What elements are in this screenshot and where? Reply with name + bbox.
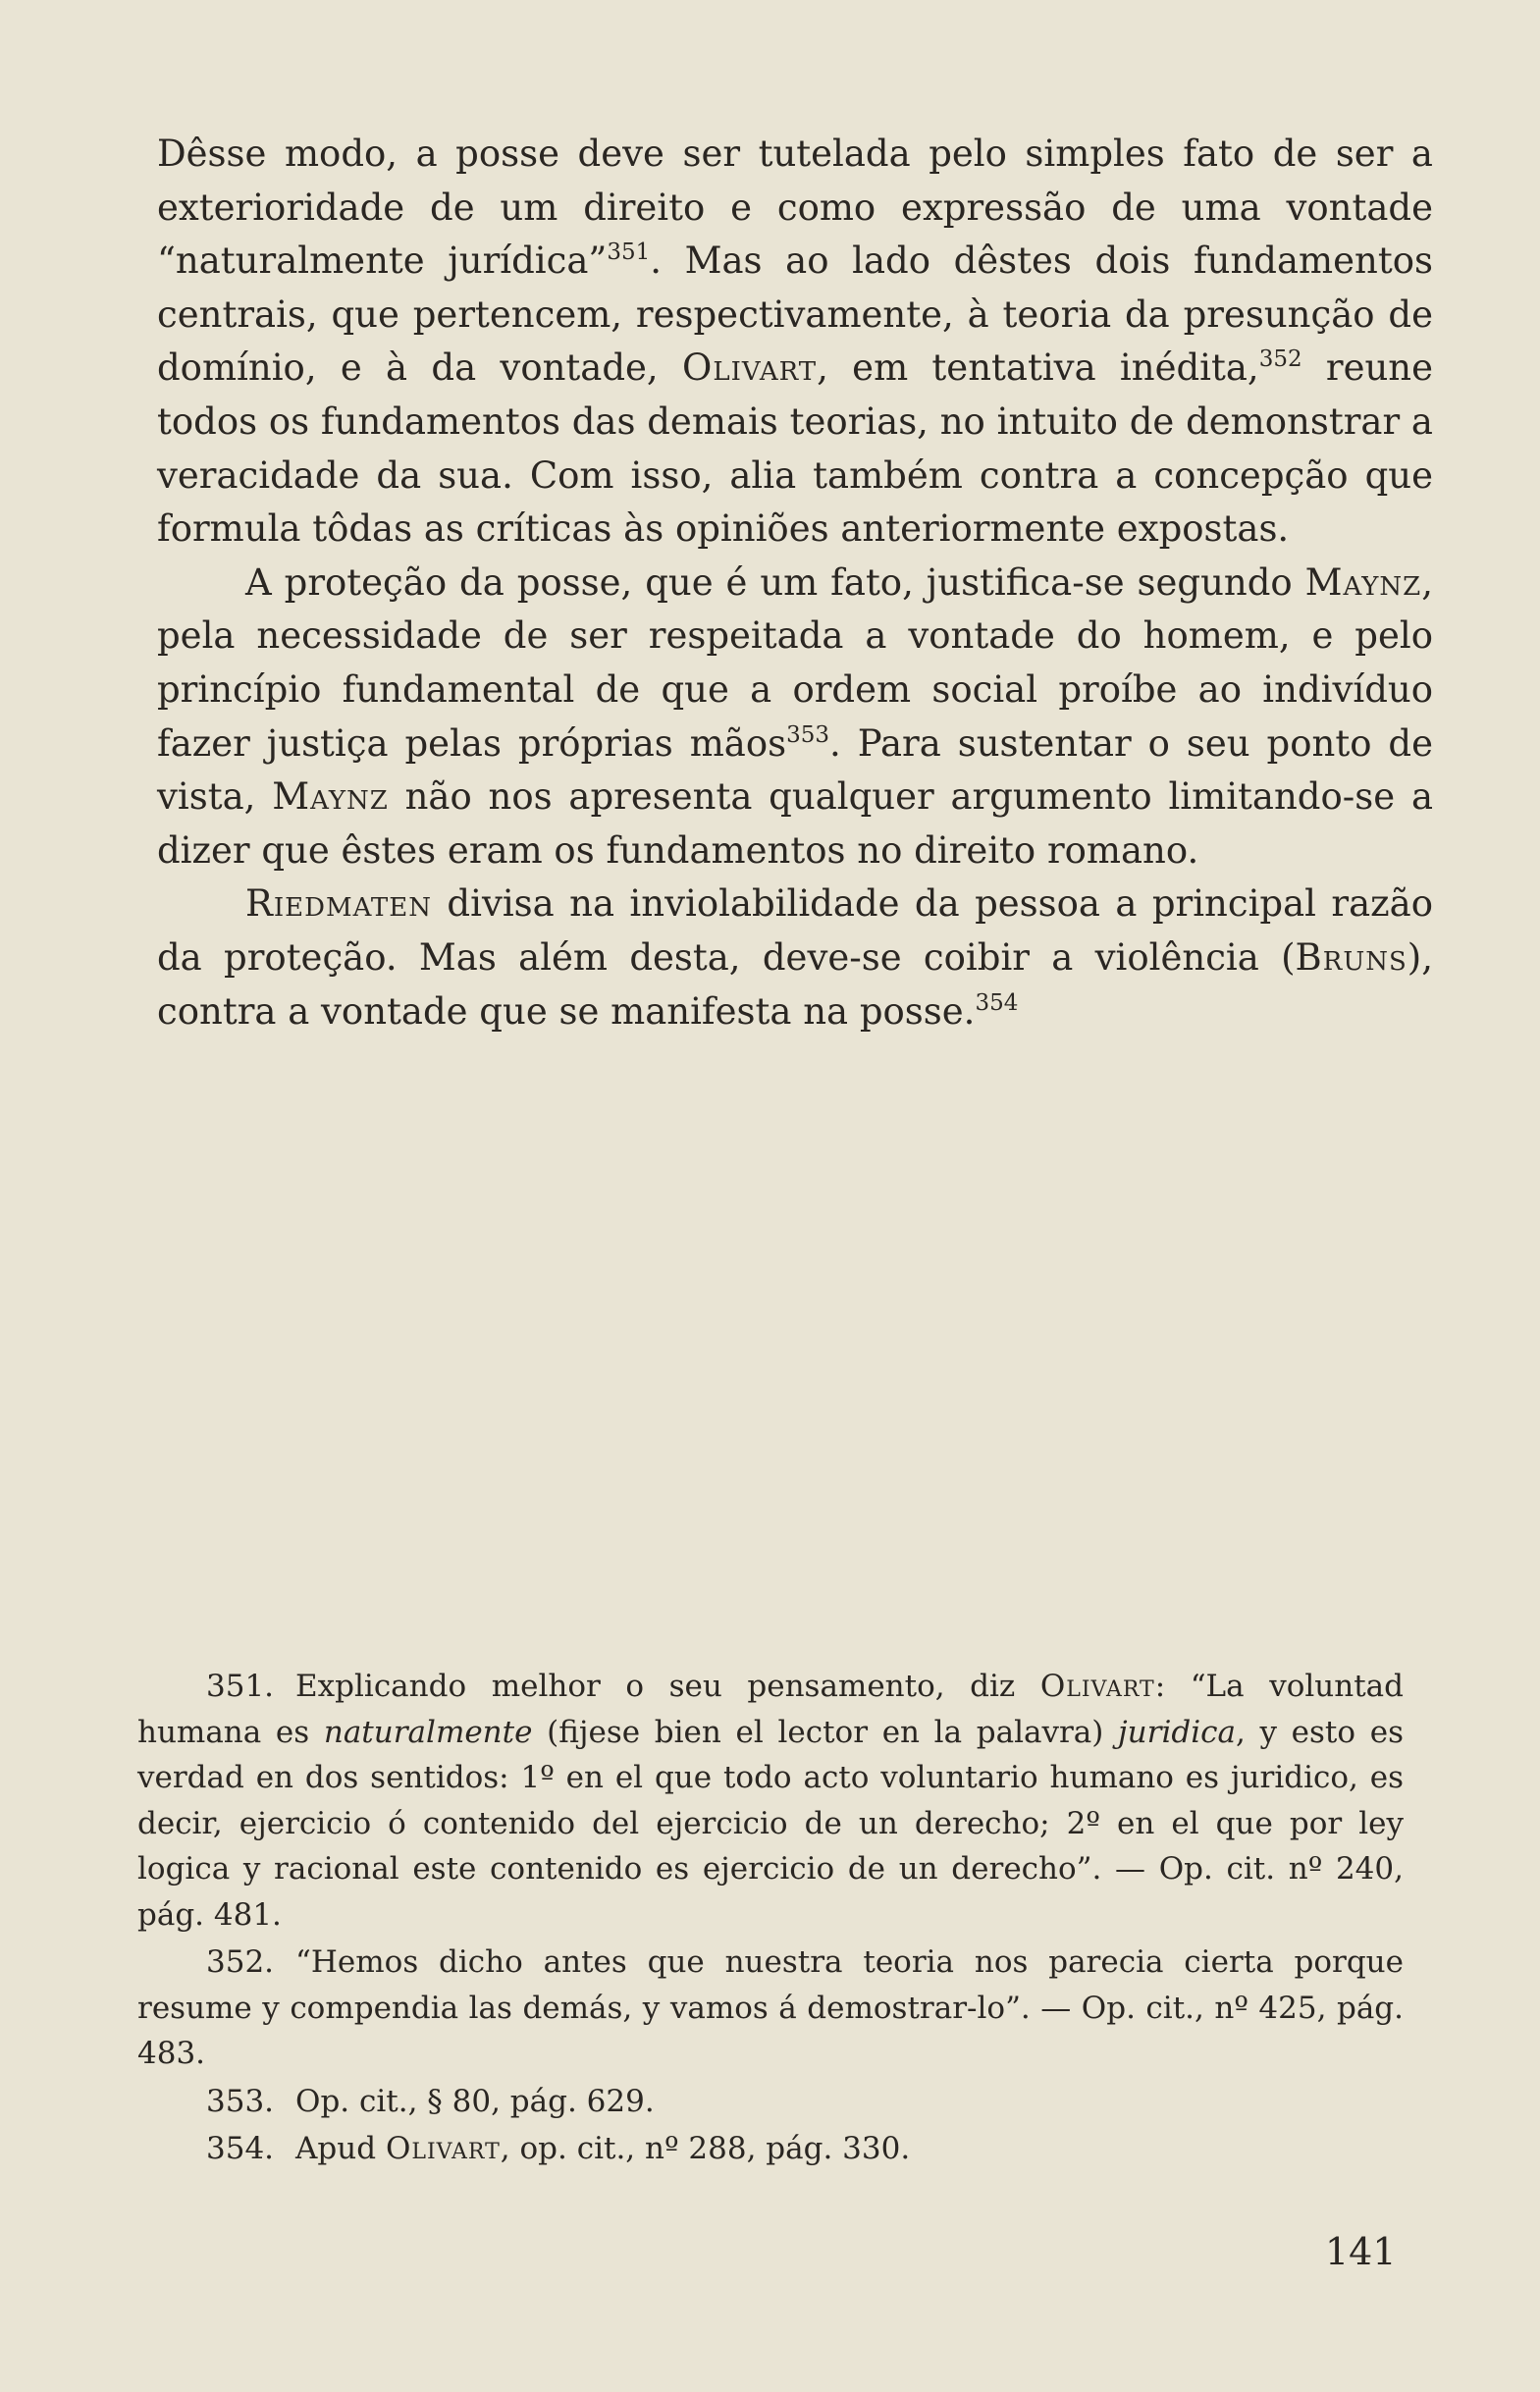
footnote-ref-351: 351	[607, 239, 651, 266]
paragraph-2-text-b: , pela necessidade de ser respeitada a vontade do homem, e pelo princípio fundamental de que a ordem social proíbe ao indivíduo fazer justiça pelas próprias mãos	[157, 560, 1433, 765]
paragraph-2-text-d: não nos apresenta qualquer argumento limitando-se a dizer que êstes eram os fundamentos no direito romano.	[157, 775, 1434, 872]
footnote-354	[137, 2126, 1404, 2172]
footnote-351-text-b: : “La voluntad humana es	[137, 1669, 1404, 1750]
paragraph-1-text-d: reune todos os fundamentos das demais teorias, no intuito de demonstrar a veracidade da sua. Com isso, alia também contra a concepção que formula tôdas as críticas às opiniões anteriormente expostas.	[157, 346, 1434, 551]
paragraph-3	[157, 877, 1433, 1038]
footnote-351	[137, 1664, 1404, 1938]
footnote-number: 351.	[206, 1669, 275, 1704]
emphasis-juridica: juridica	[1118, 1714, 1236, 1750]
page-number: 141	[1325, 2230, 1397, 2273]
footnote-353	[137, 2079, 1404, 2125]
footnote-351-text-a: Explicando melhor o seu pensamento, diz	[295, 1669, 1016, 1704]
paragraph-3-text-a: divisa na inviolabilidade da pessoa a principal razão da proteção. Mas além desta, deve-se coibir a violência (	[157, 882, 1433, 979]
paragraph-2-text-a: A proteção da posse, que é um fato, justifica-se segundo	[245, 560, 1293, 604]
footnote-352	[137, 1940, 1404, 2077]
paragraph-3-text-b: ), contra a vontade que se manifesta na posse.	[157, 935, 1433, 1033]
author-name-riedmaten: Riedmaten	[245, 882, 433, 926]
paragraph-1	[157, 128, 1433, 557]
footnote-ref-354: 354	[975, 989, 1019, 1016]
footnotes	[137, 1664, 1404, 2174]
paragraph-1-text-a: Dêsse modo, a posse deve ser tutelada pelo simples fato de ser a exterioridade de um direito e como expressão de uma vontade “naturalmente jurídica”	[157, 133, 1433, 283]
footnote-number: 352.	[206, 1944, 275, 1980]
footnote-354-text-a: Apud	[295, 2131, 377, 2166]
footnote-354-text-b: , op. cit., nº 288, pág. 330.	[500, 2131, 911, 2166]
author-name-olivart: Olivart	[385, 2131, 501, 2166]
footnote-353-text: Op. cit., § 80, pág. 629.	[295, 2083, 655, 2119]
emphasis-naturalmente: naturalmente	[323, 1714, 533, 1750]
main-text	[157, 128, 1433, 1038]
author-name-maynz-2: Maynz	[272, 775, 389, 819]
footnote-number: 353.	[206, 2083, 275, 2119]
paragraph-1-text-b: . Mas ao lado dêstes dois fundamentos centrais, que pertencem, respectivamente, à teoria da presunção de domínio, e à da vontade,	[157, 239, 1433, 390]
author-name-olivart: Olivart	[682, 346, 818, 390]
author-name-maynz: Maynz	[1304, 560, 1422, 604]
footnote-351-text-d: , y esto es verdad en dos sentidos: 1º en el que todo acto voluntario humano es juridico, es decir, ejercicio ó contenido del ejercicio de un derecho; 2º en el que por ley logica y racional este contenido es ejercicio de un derecho”. — Op. cit. nº 240, pág. 481.	[137, 1714, 1404, 1933]
footnote-ref-352: 352	[1258, 346, 1302, 373]
footnote-ref-353: 353	[786, 721, 830, 748]
paragraph-2-text-c: . Para sustentar o seu ponto de vista,	[157, 721, 1434, 819]
author-name-bruns: Bruns	[1295, 935, 1407, 979]
footnote-number: 354.	[206, 2131, 275, 2166]
paragraph-2	[157, 557, 1433, 878]
paragraph-1-text-c: , em tentativa inédita,	[817, 346, 1259, 390]
footnote-352-text: “Hemos dicho antes que nuestra teoria nos parecia cierta porque resume y compendia las demás, y vamos á demostrar-lo”. — Op. cit., nº 425, pág. 483.	[137, 1944, 1404, 2071]
footnote-351-text-c: (fijese bien el lector en la palavra)	[532, 1714, 1104, 1750]
author-name-olivart: Olivart	[1039, 1669, 1155, 1704]
